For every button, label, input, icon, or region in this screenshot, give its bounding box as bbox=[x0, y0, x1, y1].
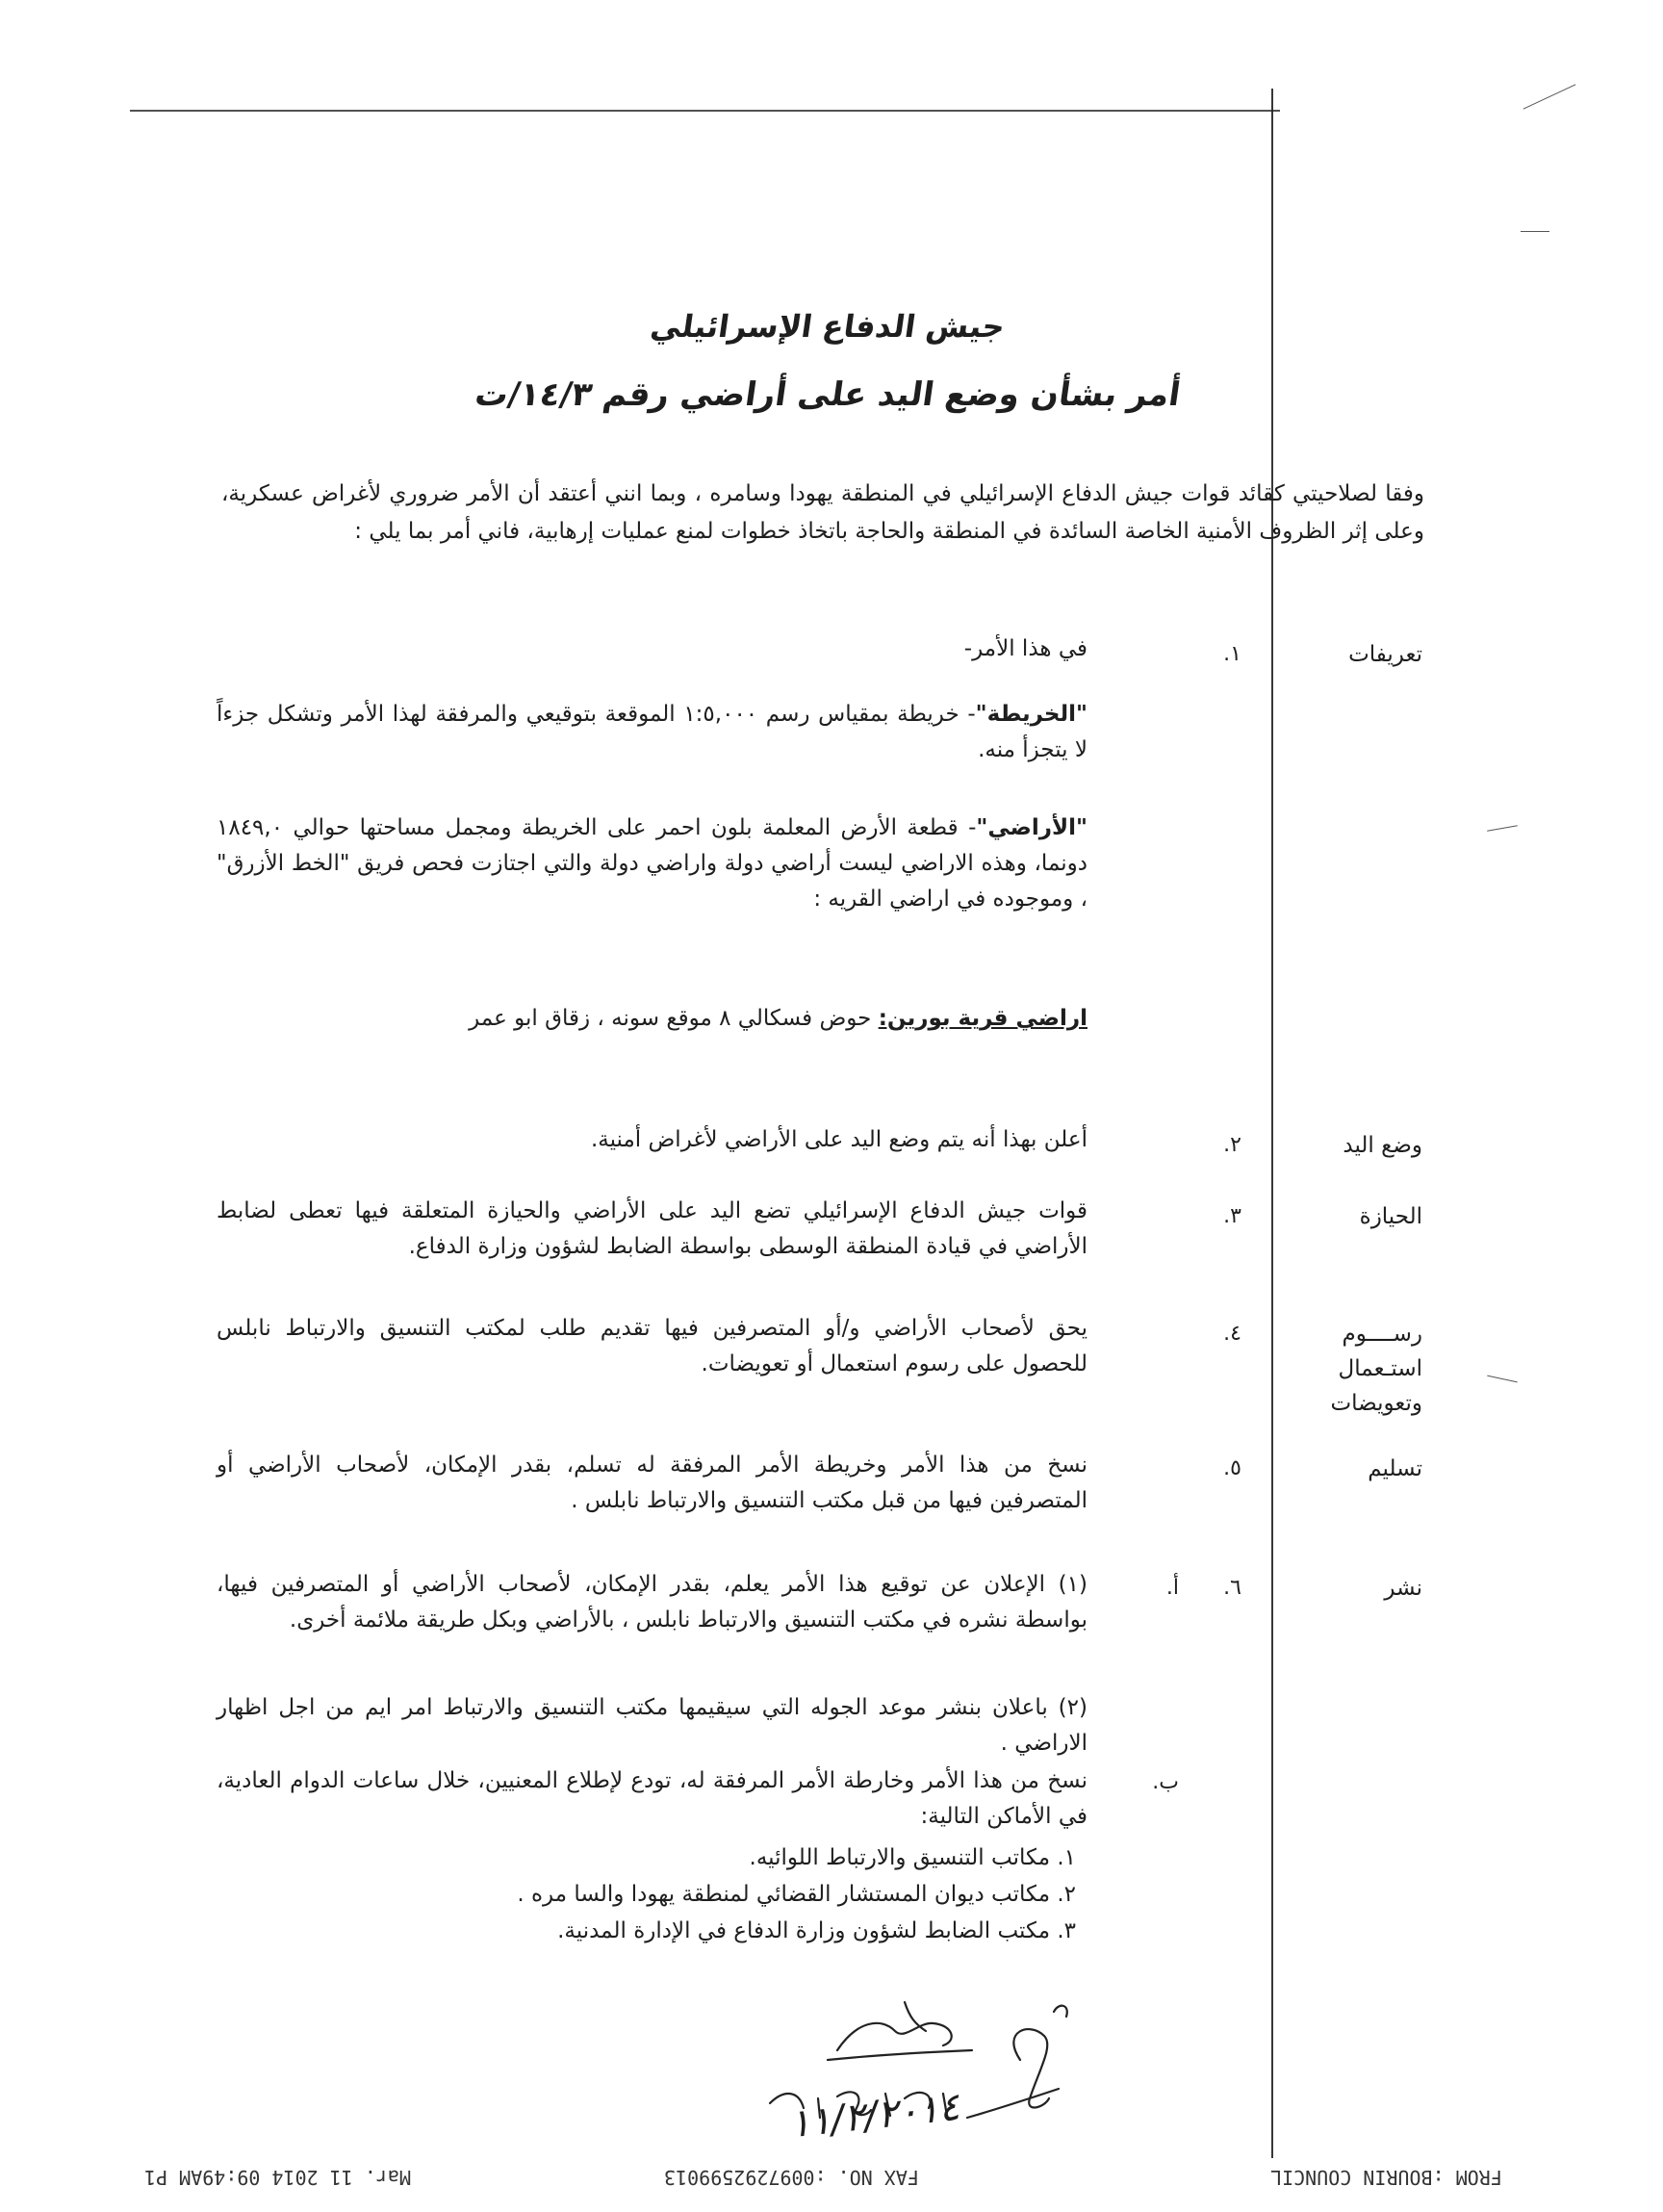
document-subtitle: أمر بشأن وضع اليد على أراضي رقم ١٤/٣/ت bbox=[472, 375, 1184, 414]
section-number: ٦. bbox=[1223, 1576, 1241, 1600]
scan-speck bbox=[1487, 825, 1518, 832]
delivery-text: نسخ من هذا الأمر وخريطة الأمر المرفقة له تسلم، بقدر الإمكان، لأصحاب الأراضي أو المتصرفين فيها من قبل مكتب التنسيق والارتباط نابلس . bbox=[217, 1453, 1087, 1513]
section-title-fees: رســــوم استـعمال وتعويضات bbox=[1330, 1322, 1422, 1416]
fax-footer bbox=[144, 2166, 1607, 2200]
fees-text: يحق لأصحاب الأراضي و/أو المتصرفين فيها تقديم طلب لمكتب التنسيق والارتباط نابلس للحصول على رسوم استعمال أو تعويضات. bbox=[217, 1316, 1087, 1376]
scan-speck bbox=[1521, 231, 1549, 232]
possession-text: قوات جيش الدفاع الإسرائيلي تضع اليد على الأراضي والحيازة المتعلقة فيها تعطى لضابط الأراضي في قيادة المنطقة الوسطى بواسطة الضابط لشؤون وزارة الدفاع. bbox=[217, 1198, 1087, 1259]
publication-a2: (٢) باعلان بنشر موعد الجوله التي سيقيمها مكتب التنسيق والارتباط امر ايم من اجل اظهار الاراضي . bbox=[217, 1695, 1087, 1756]
seizure-text: أعلن بهذا أنه يتم وضع اليد على الأراضي لأغراض أمنية. bbox=[590, 1127, 1087, 1152]
place-list-item: ١. مكاتب التنسيق والارتباط اللوائيه. bbox=[749, 1845, 1076, 1870]
section-number: ٥. bbox=[1223, 1456, 1241, 1480]
scan-speck bbox=[1523, 84, 1576, 109]
section-number: ٢. bbox=[1223, 1133, 1241, 1157]
subsection-letter-a: أ. bbox=[1165, 1576, 1179, 1600]
village-lands-line bbox=[217, 1001, 1087, 1037]
preamble-paragraph: وفقا لصلاحيتي كقائد قوات جيش الدفاع الإسرائيلي في المنطقة يهودا وسامره ، وبما انني أعتقد أن الأمر ضروري لأغراض عسكرية، وعلى إثر الظروف الأمنية الخاصة السائدة في المنطقة والحاجة باتخاذ خطوات لمنع عمليات إرهابية، فاني أمر بما يلي : bbox=[221, 481, 1424, 544]
section-title-delivery: تسليم bbox=[1368, 1456, 1422, 1481]
fax-footer-from: FROM :BOURIN COUNCIL bbox=[1270, 2166, 1502, 2189]
section-number: ٤. bbox=[1223, 1322, 1241, 1346]
scan-line-vertical bbox=[1271, 89, 1273, 2158]
definition-lands-text: - قطعة الأرض المعلمة بلون احمر على الخريطة ومجمل مساحتها حوالي ١٨٤٩,٠ دونما، وهذه الاراضي ليست أراضي دولة واراضي دولة والتي اجتازت فحص فريق "الخط الأزرق" ، وموجوده في اراضي القريه : bbox=[217, 815, 1087, 912]
definition-map bbox=[217, 697, 1087, 768]
section-title-definitions: تعريفات bbox=[1348, 642, 1422, 667]
fax-footer-datetime: Mar. 11 2014 09:49AM P1 bbox=[144, 2166, 411, 2189]
village-lands-text: حوض فسكالي ٨ موقع سونه ، زقاق ابو عمر bbox=[469, 1006, 879, 1031]
section-title-seizure: وضع اليد bbox=[1343, 1133, 1422, 1158]
definition-map-text: - خريطة بمقياس رسم ١:٥,٠٠٠ الموقعة بتوقيعي والمرفقة لهذا الأمر وتشكل جزءاً لا يتجزأ منه. bbox=[217, 702, 1087, 762]
section-title-publication: نشر bbox=[1384, 1576, 1422, 1601]
scan-line-horizontal bbox=[130, 110, 1280, 112]
section-title-possession: الحيازة bbox=[1359, 1204, 1422, 1229]
document-title: جيش الدفاع الإسرائيلي bbox=[648, 308, 1008, 345]
fax-footer-number: FAX NO. :0097292599013 bbox=[664, 2166, 919, 2189]
definition-lands-term: "الأراضي" bbox=[976, 815, 1087, 840]
definitions-intro: في هذا الأمر- bbox=[963, 636, 1087, 661]
section-number: ١. bbox=[1223, 642, 1241, 666]
scan-speck bbox=[1487, 1376, 1518, 1383]
definition-lands bbox=[217, 810, 1087, 917]
place-list-item: ٣. مكتب الضابط لشؤون وزارة الدفاع في الإدارة المدنية. bbox=[557, 1918, 1076, 1943]
place-list-item: ٢. مكاتب ديوان المستشار القضائي لمنطقة يهودا والسا مره . bbox=[517, 1882, 1076, 1907]
definition-map-term: "الخريطة" bbox=[975, 702, 1087, 727]
publication-b-text: نسخ من هذا الأمر وخارطة الأمر المرفقة له، تودع لإطلاع المعنيين، خلال ساعات الدوام العادية، في الأماكن التالية: bbox=[217, 1768, 1087, 1829]
subsection-letter-b: ب. bbox=[1152, 1770, 1179, 1794]
village-lands-label: اراضي قرية بورين: bbox=[878, 1006, 1087, 1031]
signature-date: ١١/٢/٢٠١٤ bbox=[787, 2084, 962, 2148]
publication-a1: (١) الإعلان عن توقيع هذا الأمر يعلم، بقدر الإمكان، لأصحاب الأراضي أو المتصرفين فيها، بواسطة نشره في مكتب التنسيق والارتباط نابلس ، بالأراضي وبكل طريقة ملائمة أخرى. bbox=[217, 1572, 1087, 1633]
section-number: ٣. bbox=[1223, 1204, 1241, 1228]
